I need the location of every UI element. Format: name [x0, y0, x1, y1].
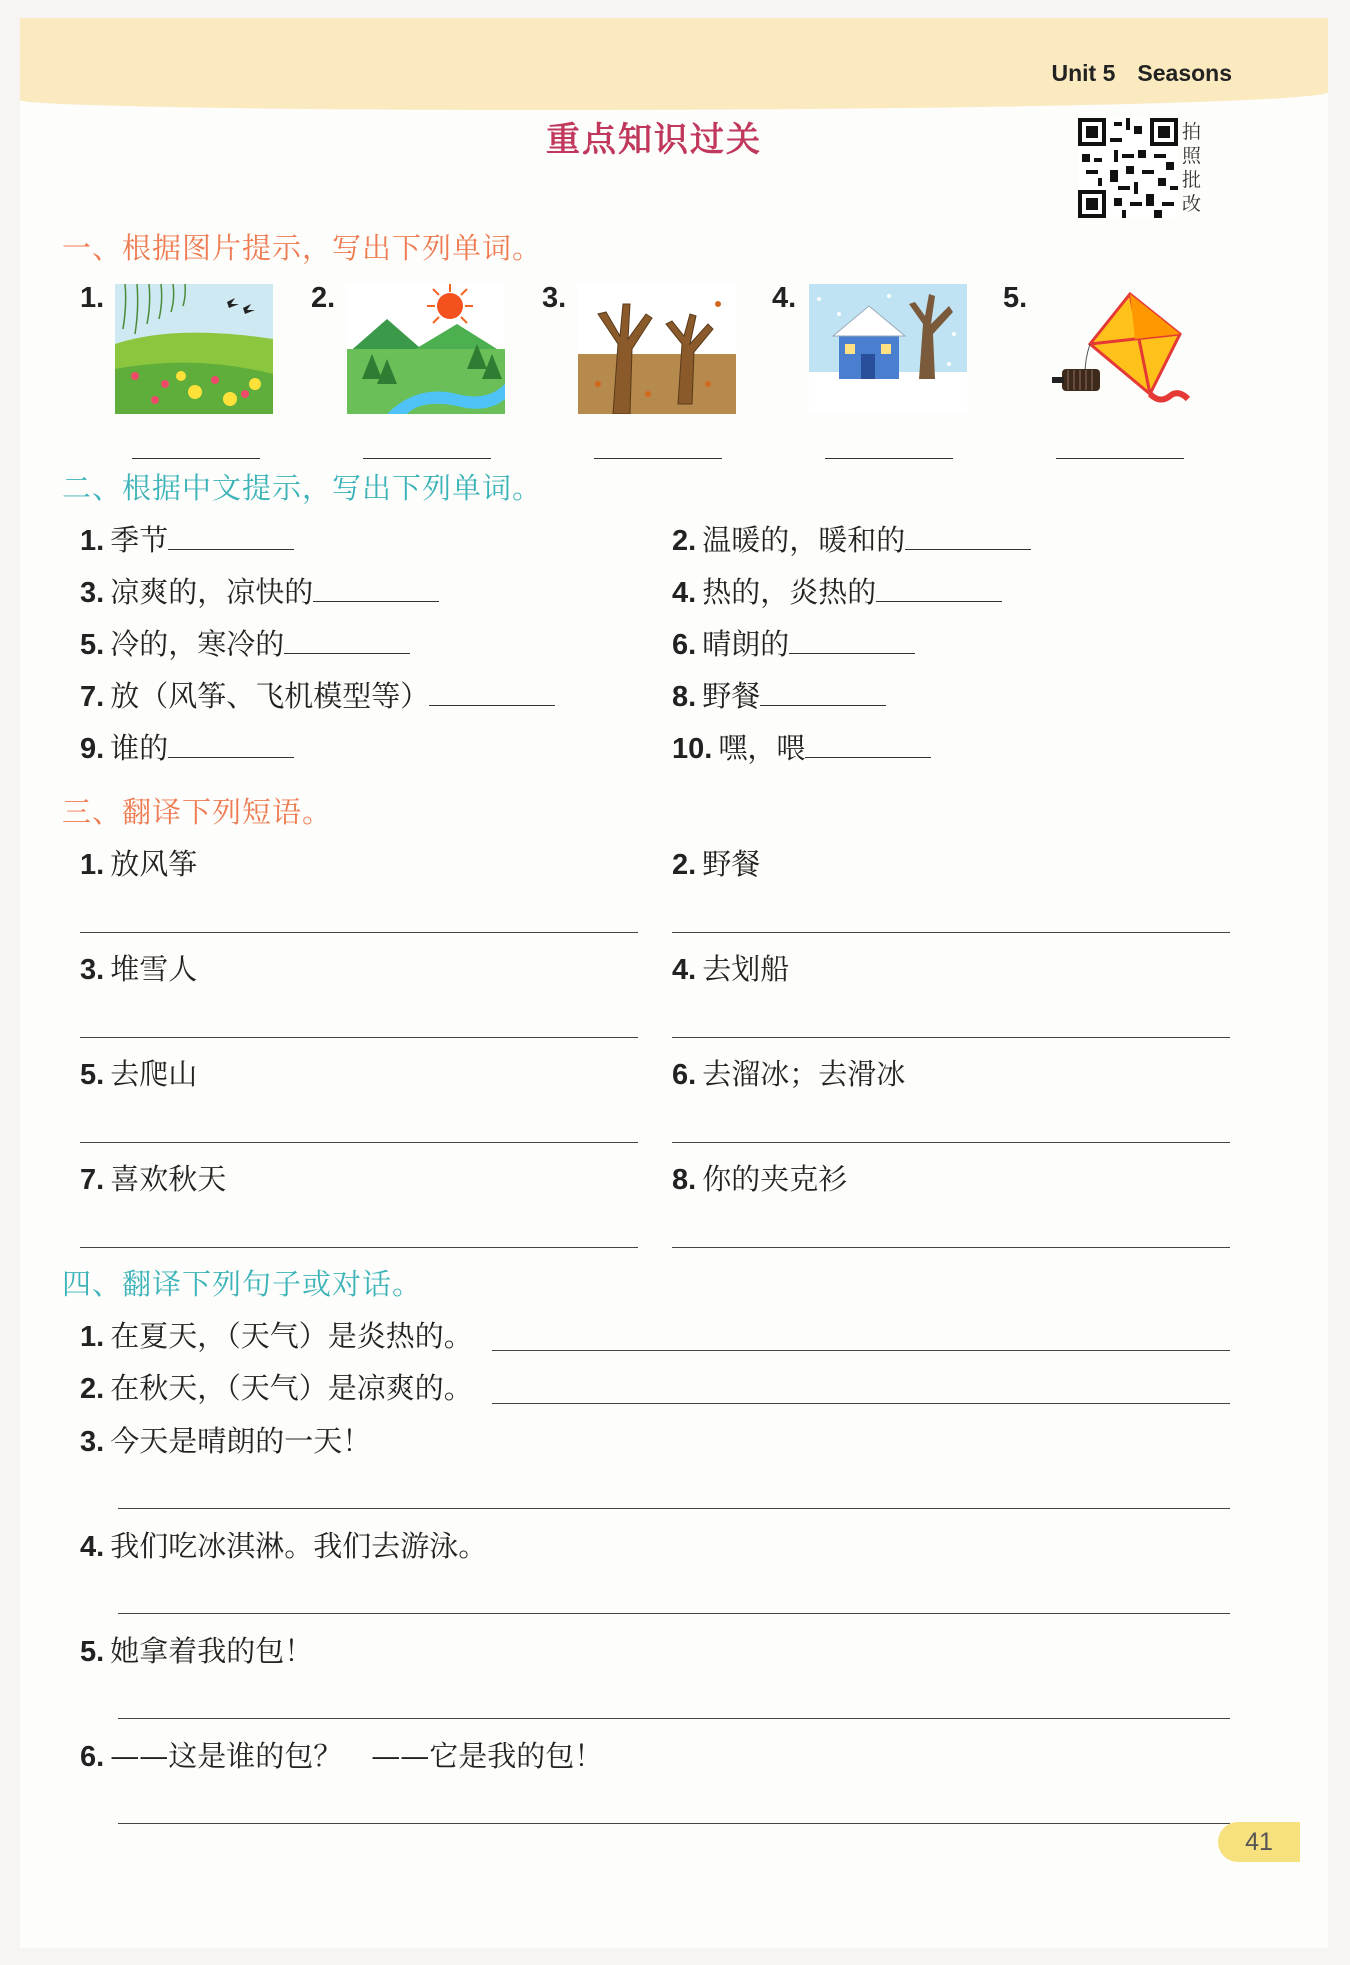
section2-item: 4. 热的，炎热的 [672, 570, 1002, 611]
section3-item: 8. 你的夹克衫 [672, 1162, 848, 1196]
winter-snow-house-image [809, 284, 967, 414]
answer-blank[interactable] [760, 679, 886, 706]
unit-header [1052, 60, 1233, 87]
answer-line[interactable] [118, 1823, 1230, 1824]
answer-blank[interactable] [825, 458, 953, 459]
answer-blank[interactable] [905, 523, 1031, 550]
spring-scene-image [115, 284, 273, 414]
section3-item: 7. 喜欢秋天 [80, 1162, 227, 1196]
section4-item: 6. ——这是谁的包？ ——它是我的包！ [80, 1739, 604, 1773]
answer-line[interactable] [118, 1613, 1230, 1614]
answer-line[interactable] [118, 1508, 1230, 1509]
section3-item: 4. 去划船 [672, 952, 790, 986]
answer-line[interactable] [492, 1403, 1230, 1404]
answer-blank[interactable] [363, 458, 491, 459]
section3-item: 3. 堆雪人 [80, 952, 198, 986]
section3-title: 三、翻译下列短语。 [62, 795, 333, 829]
section4-item: 3. 今天是晴朗的一天！ [80, 1424, 372, 1458]
section2-item: 7. 放（风筝、飞机模型等） [80, 674, 555, 715]
answer-line[interactable] [672, 932, 1230, 933]
section3-item: 2. 野餐 [672, 847, 761, 881]
answer-line[interactable] [80, 1247, 638, 1248]
pic-num-4: 4. [772, 282, 797, 314]
answer-blank[interactable] [876, 575, 1002, 602]
answer-line[interactable] [80, 1142, 638, 1143]
section2-item: 5. 冷的，寒冷的 [80, 622, 410, 663]
answer-line[interactable] [118, 1718, 1230, 1719]
page-title: 重点知识过关 [546, 120, 762, 160]
section2-item: 8. 野餐 [672, 674, 886, 715]
section2-item: 1. 季节 [80, 518, 294, 559]
autumn-trees-image [578, 284, 736, 414]
answer-blank[interactable] [1056, 458, 1184, 459]
section3-item: 6. 去溜冰；去滑冰 [672, 1057, 906, 1091]
section2-title: 二、根据中文提示，写出下列单词。 [62, 471, 543, 505]
answer-blank[interactable] [132, 458, 260, 459]
section4-item: 5. 她拿着我的包！ [80, 1634, 314, 1668]
answer-blank[interactable] [168, 731, 294, 758]
answer-blank[interactable] [168, 523, 294, 550]
answer-line[interactable] [672, 1142, 1230, 1143]
pic-num-3: 3. [542, 282, 567, 314]
kite-image [1050, 284, 1208, 414]
page-number: 41 [1218, 1822, 1300, 1862]
qr-code-icon[interactable] [1078, 118, 1178, 218]
answer-line[interactable] [672, 1247, 1230, 1248]
answer-blank[interactable] [805, 731, 931, 758]
section4-title: 四、翻译下列句子或对话。 [62, 1267, 423, 1301]
section4-item: 1. 在夏天，（天气）是炎热的。 [80, 1319, 473, 1353]
pic-num-2: 2. [311, 282, 336, 314]
section1-title: 一、根据图片提示，写出下列单词。 [62, 231, 543, 265]
answer-blank[interactable] [313, 575, 439, 602]
answer-blank[interactable] [429, 679, 555, 706]
answer-blank[interactable] [789, 627, 915, 654]
section4-item: 2. 在秋天，（天气）是凉爽的。 [80, 1371, 473, 1405]
answer-line[interactable] [672, 1037, 1230, 1038]
answer-blank[interactable] [594, 458, 722, 459]
answer-line[interactable] [80, 1037, 638, 1038]
unit-number: Unit 5 [1051, 60, 1116, 86]
section3-item: 5. 去爬山 [80, 1057, 198, 1091]
answer-blank[interactable] [284, 627, 410, 654]
section4-item: 4. 我们吃冰淇淋。我们去游泳。 [80, 1529, 488, 1563]
pic-num-5: 5. [1003, 282, 1028, 314]
section2-item: 10. 嘿，喂 [672, 726, 931, 767]
unit-topic: Seasons [1137, 60, 1232, 86]
section2-item: 3. 凉爽的，凉快的 [80, 570, 439, 611]
section2-item: 6. 晴朗的 [672, 622, 915, 663]
answer-line[interactable] [80, 932, 638, 933]
section2-item: 9. 谁的 [80, 726, 294, 767]
section3-item: 1. 放风筝 [80, 847, 198, 881]
section2-item: 2. 温暖的，暖和的 [672, 518, 1031, 559]
answer-line[interactable] [492, 1350, 1230, 1351]
qr-label: 拍照批改 [1182, 121, 1202, 215]
summer-scene-image [347, 284, 505, 414]
pic-num-1: 1. [80, 282, 105, 314]
